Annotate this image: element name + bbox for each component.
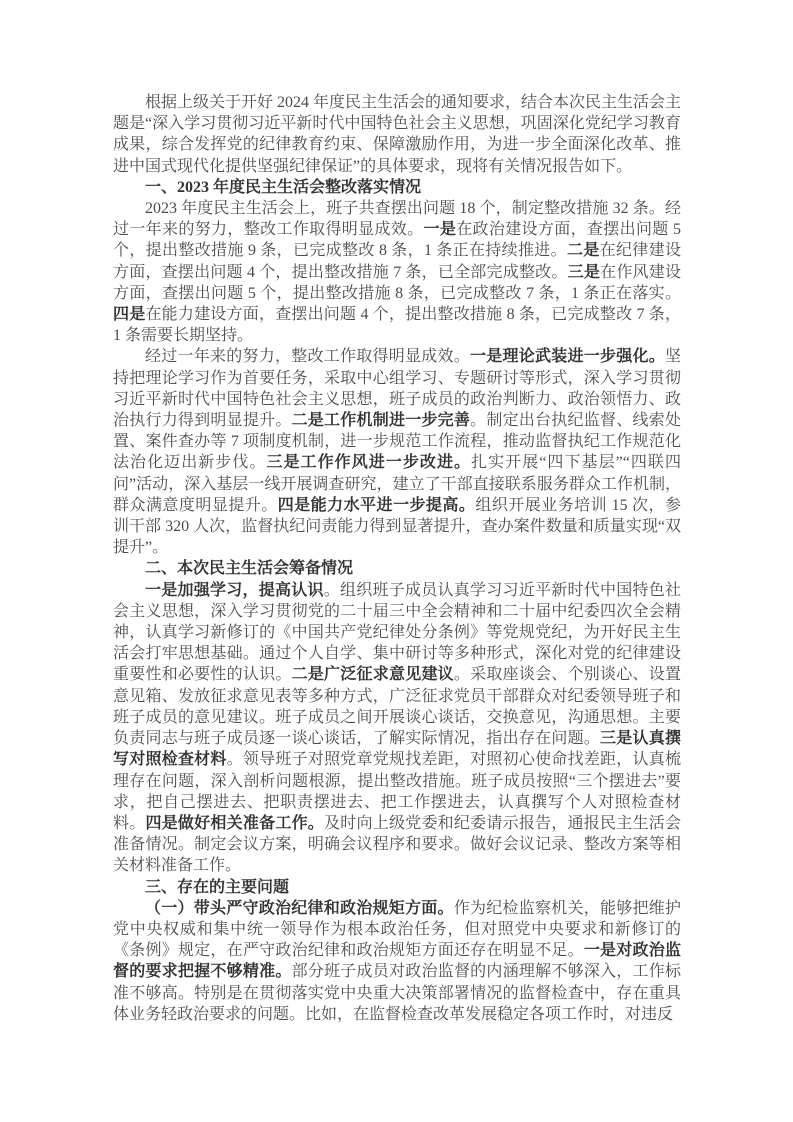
text-run: （一）带头严守政治纪律和政治规矩方面。 (145, 899, 454, 917)
section-heading (113, 558, 681, 579)
text-run: 一是对政治监督的要求把握不够精准。 (113, 942, 681, 981)
paragraph (113, 898, 681, 1025)
text-run: 四是能力水平进一步提高。 (277, 496, 476, 514)
text-run: 三、存在的主要问题 (145, 878, 290, 896)
text-run: 二是工作机制进一步完善 (291, 412, 471, 430)
text-run: 组织开展业务培训 15 次，参训干部 320 人次，监督执纪问责能力得到显著提升，查办案件数量和质量实现“双提升”。 (113, 496, 681, 557)
text-run: 经过一年来的努力，整改工作取得明显成效。 (145, 348, 470, 366)
text-run: 扎实开展“四下基层”“四联四问”活动，深入基层一线开展调查研究，建立了干部直接联系服务群众工作机制，群众满意度明显提升。 (113, 454, 681, 514)
section-heading (113, 877, 681, 898)
document-body (113, 92, 681, 1025)
text-run: 三是工作作风进一步改进。 (266, 454, 472, 472)
paragraph (113, 198, 681, 346)
text-run: 三是 (567, 263, 601, 281)
paragraph (113, 580, 681, 877)
text-run: 在作风建设方面，查摆出问题 5 个，提出整改措施 8 条，已完成整改 7 条，1 条正在落实。 (113, 263, 681, 302)
section-heading (113, 177, 681, 198)
text-run: 二、本次民主生活会筹备情况 (145, 560, 354, 578)
text-run: 。组织班子成员认真学习习近平新时代中国特色社会主义思想，深入学习贯彻党的二十届三中全会精神和二十届中纪委四次全会精神，认真学习新修订的《中国共产党纪律处分条例》等党规党纪，为开好民主生活会打牢思想基础。通过个人自学、集中研讨等多种形式，深化对党的纪律建设重要性和必要性的认识。 (113, 581, 681, 684)
text-run: 部分班子成员对政治监督的内涵理解不够深入，工作标准不够高。特别是在贯彻落实党中央重大决策部署情况的监督检查中，存在重具体业务轻政治要求的问题。比如，在监督检查改革发展稳定各项工作时，对违反 (113, 963, 681, 1023)
text-run: 四是 (113, 306, 146, 324)
text-run: 一是加强学习，提高认识 (145, 581, 324, 599)
text-run: 一、2023 年度民主生活会整改落实情况 (145, 178, 422, 196)
text-run: 坚持把理论学习作为首要任务，采取中心组学习、专题研讨等形式，深入学习贯彻习近平新时代中国特色社会主义思想，班子成员的政治判断力、政治领悟力、政治执行力得到明显提升。 (113, 348, 681, 430)
text-run: 二是 (566, 242, 600, 260)
text-run: 在纪律建设方面，查摆出问题 4 个，提出整改措施 7 条，已全部完成整改。 (113, 242, 681, 281)
text-run: 一是 (423, 221, 457, 239)
text-run: 在政治建设方面，查摆出问题 5 个，提出整改措施 9 条，已完成整改 8 条，1 条正在持续推进。 (113, 221, 681, 260)
text-run: 四是做好相关准备工作。 (145, 814, 325, 832)
text-run: 二是广泛征求意见建议 (291, 666, 454, 684)
text-run: 及时向上级党委和纪委请示报告，通报民主生活会准备情况。制定会议方案，明确会议程序和要求。做好会议记录、整改方案等相关材料准备工作。 (113, 814, 681, 875)
text-run: 2023 年度民主生活会上，班子共查摆出问题 18 个，制定整改措施 32 条。经过一年来的努力，整改工作取得明显成效。 (113, 200, 681, 239)
paragraph (113, 92, 681, 177)
text-run: 在能力建设方面，查摆出问题 4 个，提出整改措施 8 条，已完成整改 7 条，1 条需要长期坚持。 (113, 306, 681, 345)
text-run: 作为纪检监察机关，能够把维护党中央权威和集中统一领导作为根本政治任务，但对照党中央要求和新修订的《条例》规定，在严守政治纪律和政治规矩方面还存在明显不足。 (113, 899, 681, 960)
paragraph (113, 346, 681, 558)
text-run: 。领导班子对照党章党规找差距，对照初心使命找差距，认真梳理存在问题，深入剖析问题根源，提出整改措施。班子成员按照“三个摆进去”要求，把自己摆进去、把职责摆进去、把工作摆进去，认真撰写个人对照检查材料。 (113, 751, 681, 832)
text-run: 三是认真撰写对照检查材料 (113, 730, 681, 769)
text-run: 根据上级关于开好 2024 年度民主生活会的通知要求，结合本次民主生活会主题是“深入学习贯彻习近平新时代中国特色社会主义思想，巩固深化党纪学习教育成果，综合发挥党的纪律教育约束、保障激励作用，为进一步全面深化改革、推进中国式现代化提供坚强纪律保证”的具体要求，现将有关情况报告如下。 (113, 94, 682, 175)
text-run: 一是理论武装进一步强化。 (469, 348, 665, 366)
text-run: 。采取座谈会、个别谈心、设置意见箱、发放征求意见表等多种方式，广泛征求党员干部群众对纪委领导班子和班子成员的意见建议。班子成员之间开展谈心谈话，交换意见，沟通思想。主要负责同志与班子成员逐一谈心谈话，了解实际情况，指出存在问题。 (113, 666, 681, 748)
text-run: 。制定出台执纪监督、线索处置、案件查办等 7 项制度机制，进一步规范工作流程，推动监督执纪工作规范化法治化迈出新步伐。 (113, 412, 681, 472)
